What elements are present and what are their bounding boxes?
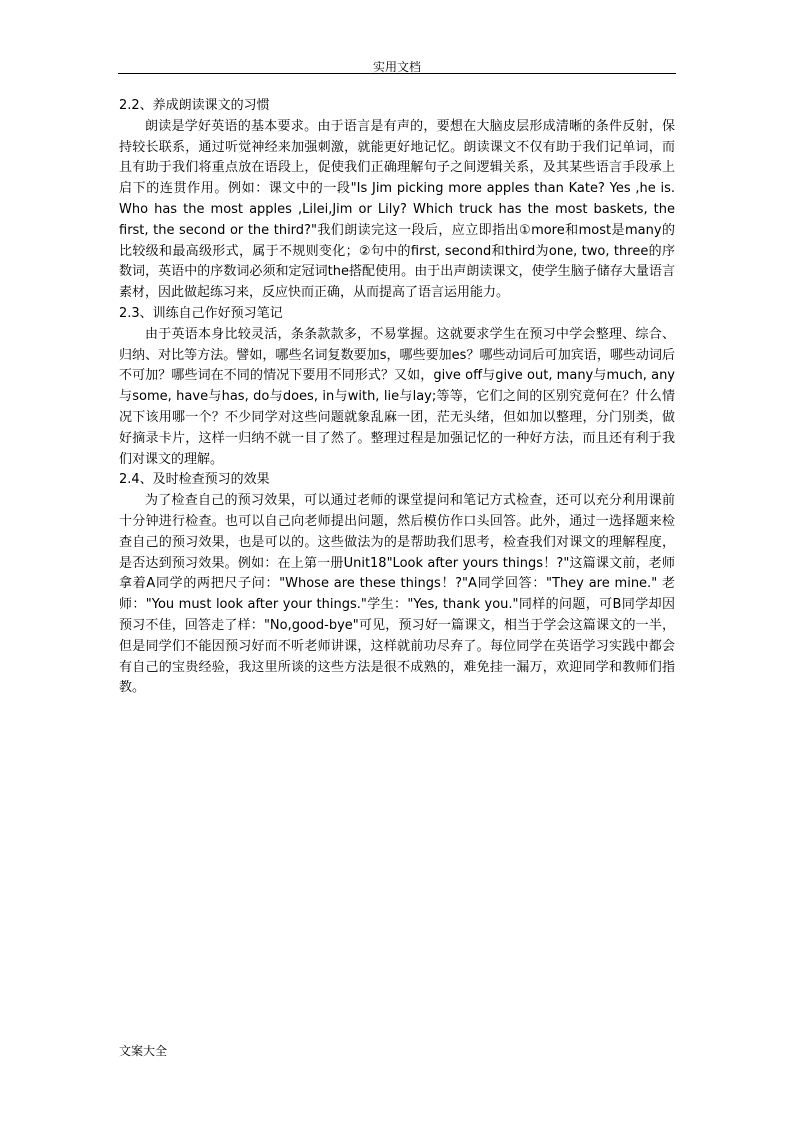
section-2-3 <box>119 304 675 470</box>
page-footer: 文案大全 <box>119 1044 168 1058</box>
section-heading: 2.2、养成朗读课文的习惯 <box>119 98 270 113</box>
document-body <box>119 96 675 699</box>
section-heading: 2.4、及时检查预习的效果 <box>119 472 270 488</box>
section-paragraph: 朗读是学好英语的基本要求。由于语言是有声的，要想在大脑皮层形成清晰的条件反射，保持较长联系，通过听觉神经来加强刺激，就能更好地记忆。朗读课文不仅有助于我们记单词，而且有助于我们将重点放在语段上，促使我们正确理解句子之间逻辑关系，及其某些语言手段承上启下的连贯作用。例如：课文中的一段"Is Jim picking more apples than Kate? Yes ,he is. Who has the most apples ,Lilei,Jim or Lily? Which truck has the most baskets, the first, the second or the third?"我们朗读完这一段后，应立即指出①more和most是many的比较级和最高级形式，属于不规则变化；②句中的first, second和third为one, two, three的序数词，英语中的序数词必须和定冠词the搭配使用。由于出声朗读课文，使学生脑子储存大量语言素材，因此做起练习来，反应快而正确，从而提高了语言运用能力。 <box>119 118 675 301</box>
section-paragraph: 为了检查自己的预习效果，可以通过老师的课堂提问和笔记方式检查，还可以充分利用课前十分钟进行检查。也可以自己向老师提出问题，然后模仿作口头回答。此外，通过一选择题来检查自己的预习效果，也是可以的。这些做法为的是帮助我们思考，检查我们对课文的理解程度，是否达到预习效果。例如：在上第一册Unit18"Look after yours things！?"这篇课文前，老师拿着A同学的两把尺子问："Whose are these things！?"A同学回答："They are mine." 老师："You must look after your things."学生："Yes, thank you."同样的问题，可B同学却因预习不佳，回答走了样："No,good-bye"可见，预习好一篇课文，相当于学会这篇课文的一半，但是同学们不能因预习好而不听老师讲课，这样就前功尽弃了。每位同学在英语学习实践中都会有自己的宝贵经验，我这里所谈的这些方法是很不成熟的，难免挂一漏万，欢迎同学和教师们指教。 <box>119 493 675 696</box>
page-header: 实用文档 <box>372 60 421 74</box>
section-paragraph: 由于英语本身比较灵活，条条款款多，不易掌握。这就要求学生在预习中学会整理、综合、归纳、对比等方法。譬如，哪些名词复数要加s，哪些要加es？哪些动词后可加宾语，哪些动词后不可加？哪些词在不同的情况下要用不同形式？又如，give off与give out, many与much, any与some, have与has, do与does, in与with, lie与lay;等等，它们之间的区别究竟何在？什么情况下该用哪一个？不少同学对这些问题就象乱麻一团，茫无头绪，但如加以整理，分门别类，做好摘录卡片，这样一归纳不就一目了然了。整理过程是加强记忆的一种好方法，而且还有利于我们对课文的理解。 <box>119 326 675 467</box>
header-rule <box>118 73 676 74</box>
section-2-2 <box>119 96 675 304</box>
section-heading: 2.3、训练自己作好预习笔记 <box>119 305 283 321</box>
section-2-4 <box>119 470 675 699</box>
